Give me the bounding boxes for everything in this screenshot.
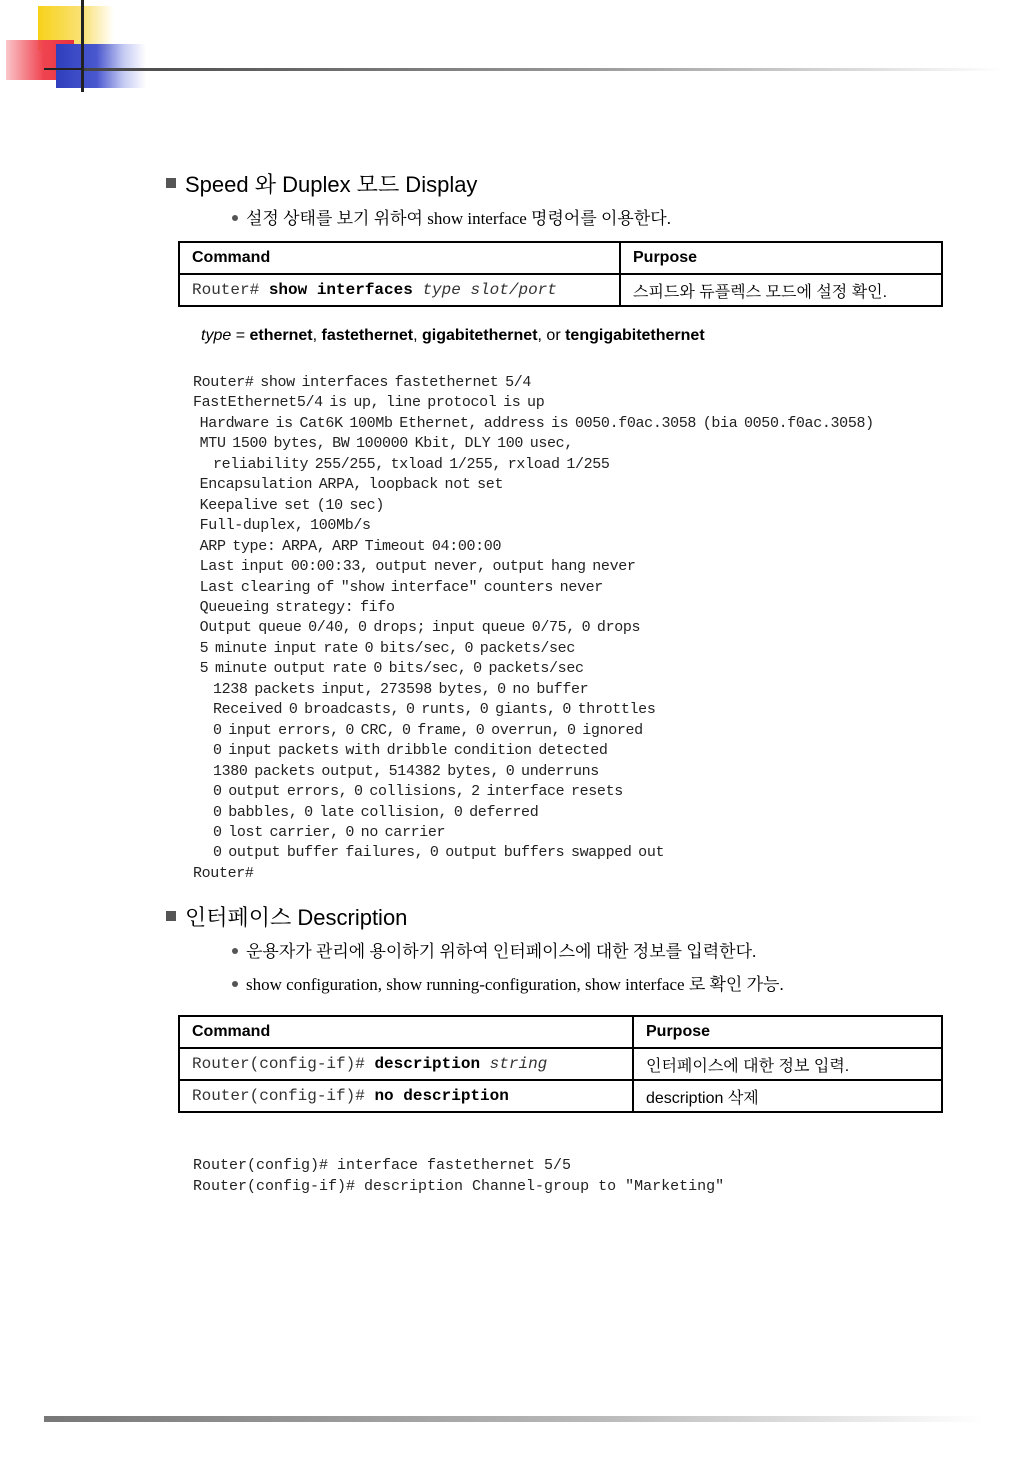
table-header-row: [179, 242, 942, 274]
slide-logo-decoration: [0, 0, 160, 100]
square-bullet-icon: [166, 178, 176, 188]
command-table-show-interfaces: [178, 241, 943, 307]
column-header-command: Command: [179, 242, 620, 274]
square-bullet-icon: [166, 911, 176, 921]
command-cell: Router# show interfaces type slot/port: [179, 274, 620, 306]
type-values-line: type = ethernet, fastethernet, gigabitethernet, or tengigabitethernet: [201, 327, 705, 344]
bullet-show-interface: 설정 상태를 보기 위하여 show interface 명령어를 이용한다.: [232, 209, 671, 229]
purpose-cell: 인터페이스에 대한 정보 입력.: [633, 1048, 942, 1080]
purpose-cell: 스피드와 듀플렉스 모드에 설정 확인.: [620, 274, 942, 306]
command-cell: Router(config-if)# no description: [179, 1080, 633, 1112]
column-header-command: Command: [179, 1016, 633, 1048]
section-heading-interface-description: 인터페이스 Description: [166, 905, 407, 931]
dot-bullet-icon: [232, 215, 238, 221]
blue-square: [56, 44, 146, 88]
column-header-purpose: Purpose: [620, 242, 942, 274]
top-divider: [84, 68, 1004, 71]
table-row: [179, 1048, 942, 1080]
bottom-divider: [44, 1416, 984, 1422]
table-row: [179, 1080, 942, 1112]
table-header-row: [179, 1016, 942, 1048]
command-table-description: [178, 1015, 943, 1113]
purpose-cell: description 삭제: [633, 1080, 942, 1112]
table-row: [179, 274, 942, 306]
dot-bullet-icon: [232, 981, 238, 987]
column-header-purpose: Purpose: [633, 1016, 942, 1048]
bullet-verify-commands: show configuration, show running-configuration, show interface 로 확인 가능.: [232, 975, 784, 995]
cli-example-description: Router(config)# interface fastethernet 5/5 Router(config-if)# description Channel-group to "Marketing": [193, 1157, 725, 1195]
logo-horizontal-line: [44, 68, 88, 70]
bullet-description-purpose: 운용자가 관리에 용이하기 위하여 인터페이스에 대한 정보를 입력한다.: [232, 942, 756, 962]
command-cell: Router(config-if)# description string: [179, 1048, 633, 1080]
section-heading-speed-duplex: Speed 와 Duplex 모드 Display: [166, 172, 477, 198]
logo-vertical-line: [81, 0, 84, 92]
cli-output-show-interfaces: Router# show interfaces fastethernet 5/4 FastEthernet5/4 is up, line protocol is up Hardware is Cat6K 100Mb Ethernet, address is 0050.f0ac.3058 (bia 0050.f0ac.3058) MTU 1500 bytes, BW 100000 Kbit, DLY 100 usec, reliability 255/255, txload 1/255, rxload 1/255 Encapsulation ARPA, loopback not set Keepalive set (10 sec) Full-duplex, 100Mb/s ARP type: ARPA, ARP Timeout 04:00:00 Last input 00:00:33, output never, output hang never Last clearing of "show interface" counters never Queueing strategy: fifo Output queue 0/40, 0 drops; input queue 0/75, 0 drops 5 minute input rate 0 bits/sec, 0 packets/sec 5 minute output rate 0 bits/sec, 0 packets/sec 1238 packets input, 273598 bytes, 0 no buffer Received 0 broadcasts, 0 runts, 0 giants, 0 throttles 0 input errors, 0 CRC, 0 frame, 0 overrun, 0 ignored 0 input packets with dribble condition detected 1380 packets output, 514382 bytes, 0 underruns 0 output errors, 0 collisions, 2 interface resets 0 babbles, 0 late collision, 0 deferred 0 lost carrier, 0 no carrier 0 output buffer failures, 0 output buffers swapped out Router#: [193, 374, 874, 882]
dot-bullet-icon: [232, 948, 238, 954]
